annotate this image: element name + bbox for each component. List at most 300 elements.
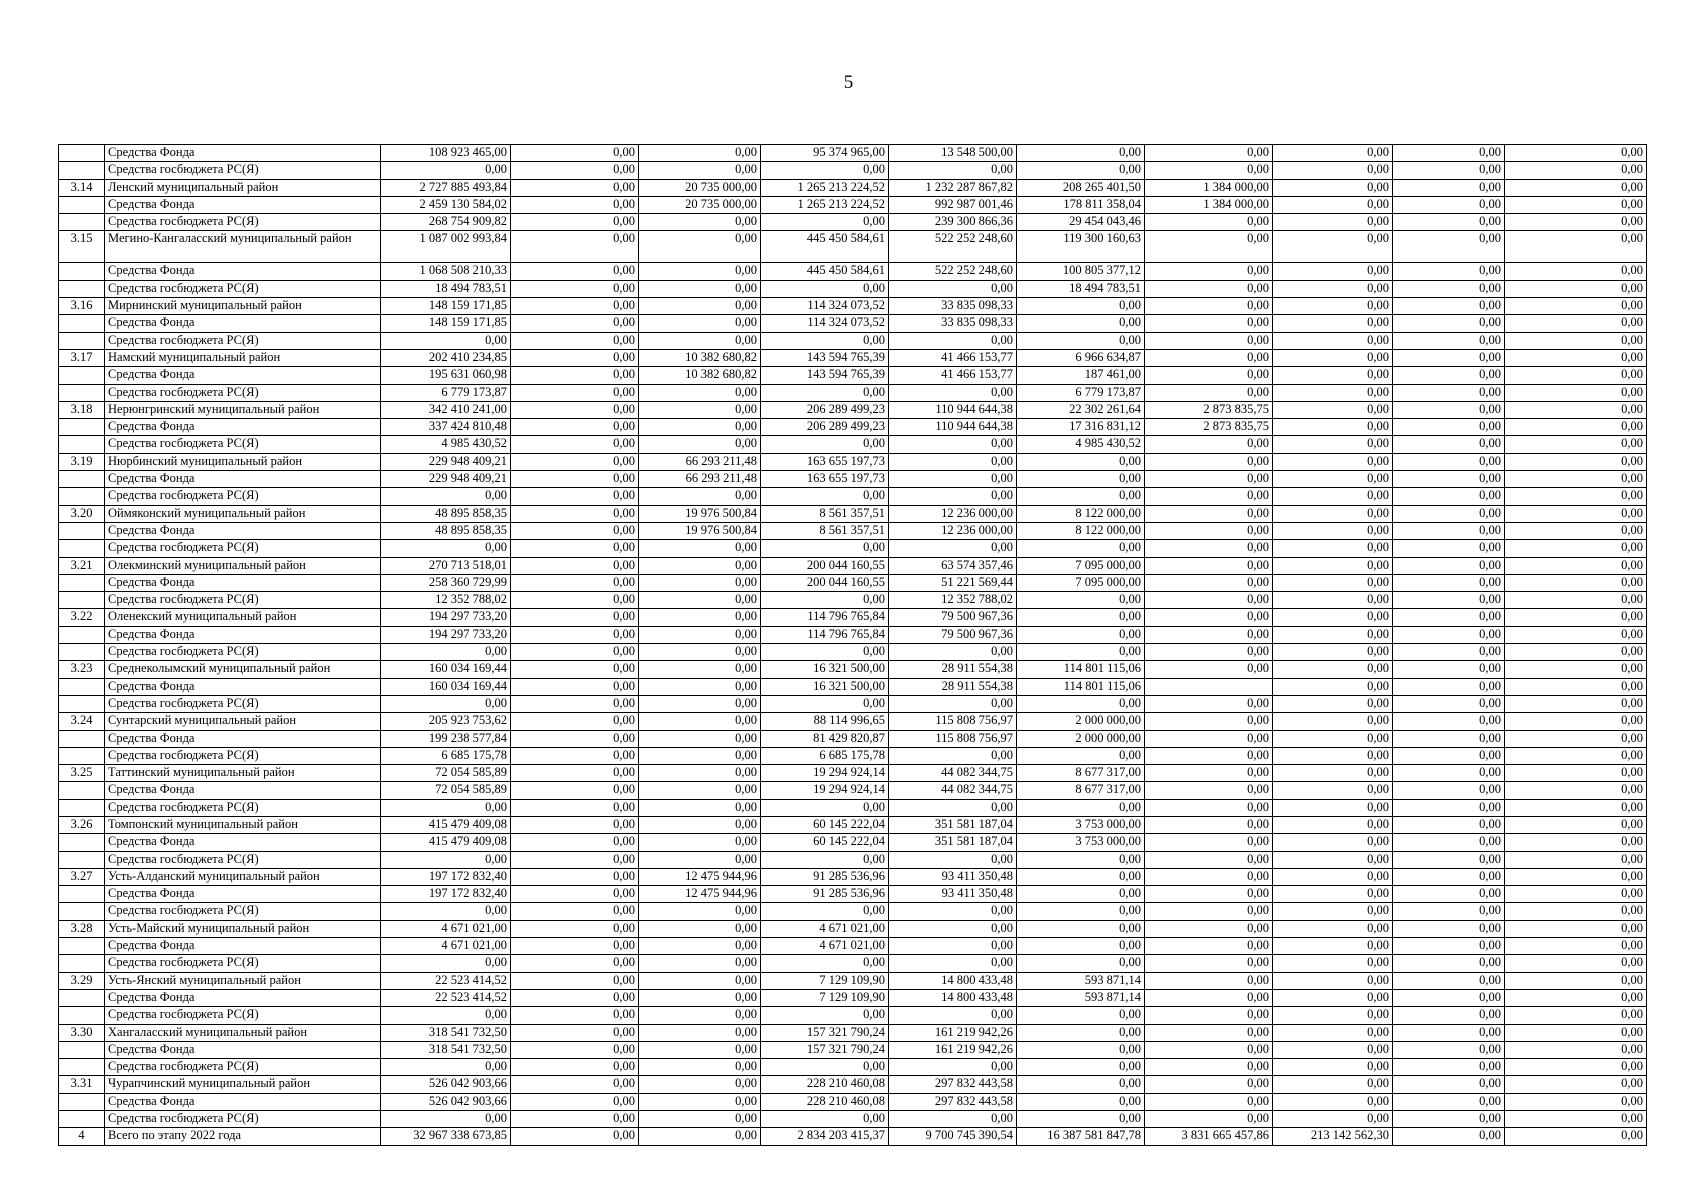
value-cell: 19 976 500,84: [639, 522, 761, 539]
value-cell: 91 285 536,96: [761, 868, 889, 885]
value-cell: 0,00: [511, 782, 639, 799]
table-row: [59, 540, 1647, 557]
row-name-cell: Средства госбюджета РС(Я): [105, 488, 381, 505]
value-cell: 351 581 187,04: [889, 816, 1017, 833]
row-number-cell: [59, 263, 105, 280]
row-number-cell: 3.24: [59, 713, 105, 730]
value-cell: 0,00: [1273, 145, 1393, 162]
value-cell: 0,00: [889, 695, 1017, 712]
table-row: [59, 765, 1647, 782]
value-cell: 0,00: [1505, 989, 1647, 1006]
value-cell: 0,00: [1393, 231, 1505, 263]
value-cell: 0,00: [1145, 747, 1273, 764]
value-cell: 0,00: [511, 834, 639, 851]
value-cell: 22 523 414,52: [381, 972, 511, 989]
row-name-cell: Средства Фонда: [105, 196, 381, 213]
value-cell: 0,00: [511, 436, 639, 453]
value-cell: 0,00: [1273, 196, 1393, 213]
row-name-cell: Средства госбюджета РС(Я): [105, 799, 381, 816]
value-cell: 0,00: [639, 695, 761, 712]
value-cell: 0,00: [639, 263, 761, 280]
value-cell: 1 068 508 210,33: [381, 263, 511, 280]
value-cell: 0,00: [511, 695, 639, 712]
value-cell: 0,00: [511, 1024, 639, 1041]
value-cell: 0,00: [1145, 799, 1273, 816]
value-cell: 0,00: [511, 471, 639, 488]
page-number: 5: [843, 72, 854, 93]
value-cell: 0,00: [1145, 886, 1273, 903]
table-row: [59, 989, 1647, 1006]
value-cell: 81 429 820,87: [761, 730, 889, 747]
value-cell: 0,00: [511, 886, 639, 903]
value-cell: 0,00: [1273, 574, 1393, 591]
row-number-cell: [59, 747, 105, 764]
row-number-cell: 3.21: [59, 557, 105, 574]
value-cell: 0,00: [381, 1111, 511, 1128]
value-cell: 60 145 222,04: [761, 834, 889, 851]
row-name-cell: Средства госбюджета РС(Я): [105, 1111, 381, 1128]
value-cell: 0,00: [1393, 349, 1505, 366]
value-cell: 0,00: [1393, 1076, 1505, 1093]
table-row: [59, 661, 1647, 678]
value-cell: 200 044 160,55: [761, 574, 889, 591]
table-row: [59, 713, 1647, 730]
value-cell: 0,00: [1145, 972, 1273, 989]
table-row: [59, 349, 1647, 366]
value-cell: 0,00: [511, 747, 639, 764]
value-cell: 0,00: [1145, 609, 1273, 626]
value-cell: [1145, 678, 1273, 695]
value-cell: 0,00: [1505, 419, 1647, 436]
value-cell: 0,00: [511, 231, 639, 263]
value-cell: 0,00: [1393, 505, 1505, 522]
row-name-cell: Средства госбюджета РС(Я): [105, 540, 381, 557]
value-cell: 0,00: [639, 730, 761, 747]
row-number-cell: 3.26: [59, 816, 105, 833]
value-cell: 0,00: [639, 955, 761, 972]
row-number-cell: [59, 782, 105, 799]
value-cell: 0,00: [1273, 609, 1393, 626]
value-cell: 0,00: [1393, 367, 1505, 384]
row-name-cell: Усть-Майский муниципальный район: [105, 920, 381, 937]
value-cell: 0,00: [889, 540, 1017, 557]
table-row: [59, 886, 1647, 903]
table-row: [59, 263, 1647, 280]
value-cell: 0,00: [639, 938, 761, 955]
value-cell: 0,00: [511, 263, 639, 280]
value-cell: 1 265 213 224,52: [761, 179, 889, 196]
row-name-cell: Намский муниципальный район: [105, 349, 381, 366]
table-row: [59, 488, 1647, 505]
value-cell: 0,00: [639, 1076, 761, 1093]
value-cell: 445 450 584,61: [761, 263, 889, 280]
value-cell: 0,00: [511, 522, 639, 539]
value-cell: 0,00: [889, 799, 1017, 816]
row-name-cell: Средства Фонда: [105, 989, 381, 1006]
value-cell: 0,00: [1505, 644, 1647, 661]
value-cell: 0,00: [511, 557, 639, 574]
value-cell: 0,00: [1393, 419, 1505, 436]
value-cell: 0,00: [761, 332, 889, 349]
value-cell: 0,00: [1145, 626, 1273, 643]
value-cell: 1 384 000,00: [1145, 196, 1273, 213]
value-cell: 0,00: [1393, 592, 1505, 609]
value-cell: 0,00: [1505, 231, 1647, 263]
table-row: [59, 471, 1647, 488]
value-cell: 0,00: [1393, 263, 1505, 280]
value-cell: 0,00: [1273, 972, 1393, 989]
value-cell: 0,00: [1145, 1076, 1273, 1093]
value-cell: 0,00: [511, 1059, 639, 1076]
value-cell: 14 800 433,48: [889, 989, 1017, 1006]
value-cell: 0,00: [889, 332, 1017, 349]
row-name-cell: Усть-Алданский муниципальный район: [105, 868, 381, 885]
value-cell: 0,00: [639, 401, 761, 418]
value-cell: 0,00: [511, 1111, 639, 1128]
row-number-cell: 3.19: [59, 453, 105, 470]
row-number-cell: [59, 214, 105, 231]
value-cell: 0,00: [761, 851, 889, 868]
value-cell: 0,00: [511, 678, 639, 695]
value-cell: 0,00: [639, 1093, 761, 1110]
value-cell: 0,00: [1145, 367, 1273, 384]
value-cell: 0,00: [1017, 1111, 1145, 1128]
budget-table: [58, 144, 1647, 1146]
value-cell: 0,00: [381, 488, 511, 505]
row-number-cell: [59, 903, 105, 920]
value-cell: 0,00: [1393, 1128, 1505, 1145]
value-cell: 14 800 433,48: [889, 972, 1017, 989]
value-cell: 0,00: [381, 955, 511, 972]
value-cell: 0,00: [1273, 540, 1393, 557]
value-cell: 0,00: [511, 145, 639, 162]
value-cell: 0,00: [1505, 1007, 1647, 1024]
value-cell: 0,00: [1505, 695, 1647, 712]
value-cell: 0,00: [1505, 1076, 1647, 1093]
value-cell: 0,00: [1505, 471, 1647, 488]
value-cell: 0,00: [1273, 231, 1393, 263]
value-cell: 0,00: [1505, 747, 1647, 764]
value-cell: 0,00: [1505, 1093, 1647, 1110]
value-cell: 0,00: [1273, 1024, 1393, 1041]
value-cell: 0,00: [381, 851, 511, 868]
row-name-cell: Средства Фонда: [105, 574, 381, 591]
value-cell: 0,00: [1505, 453, 1647, 470]
value-cell: 0,00: [761, 644, 889, 661]
value-cell: 0,00: [1505, 298, 1647, 315]
value-cell: 0,00: [1145, 713, 1273, 730]
value-cell: 0,00: [761, 903, 889, 920]
value-cell: 0,00: [1393, 574, 1505, 591]
value-cell: 0,00: [761, 695, 889, 712]
value-cell: 0,00: [1017, 938, 1145, 955]
table-row: [59, 419, 1647, 436]
row-name-cell: Среднеколымский муниципальный район: [105, 661, 381, 678]
value-cell: 0,00: [639, 280, 761, 297]
value-cell: 2 873 835,75: [1145, 419, 1273, 436]
value-cell: 194 297 733,20: [381, 626, 511, 643]
value-cell: 0,00: [639, 419, 761, 436]
value-cell: 0,00: [1505, 196, 1647, 213]
value-cell: 0,00: [639, 1041, 761, 1058]
value-cell: 0,00: [1017, 145, 1145, 162]
value-cell: 0,00: [1393, 540, 1505, 557]
value-cell: 3 753 000,00: [1017, 834, 1145, 851]
value-cell: 0,00: [1273, 162, 1393, 179]
value-cell: 318 541 732,50: [381, 1024, 511, 1041]
value-cell: 115 808 756,97: [889, 730, 1017, 747]
value-cell: 0,00: [1145, 955, 1273, 972]
table-row: [59, 609, 1647, 626]
value-cell: 16 387 581 847,78: [1017, 1128, 1145, 1145]
value-cell: 0,00: [1505, 592, 1647, 609]
value-cell: 0,00: [1393, 1024, 1505, 1041]
value-cell: 0,00: [1505, 799, 1647, 816]
value-cell: 0,00: [1393, 1041, 1505, 1058]
value-cell: 110 944 644,38: [889, 401, 1017, 418]
value-cell: 0,00: [1505, 1024, 1647, 1041]
value-cell: 0,00: [1017, 747, 1145, 764]
value-cell: 0,00: [1273, 488, 1393, 505]
row-number-cell: [59, 367, 105, 384]
value-cell: 0,00: [889, 1111, 1017, 1128]
value-cell: 0,00: [1393, 938, 1505, 955]
value-cell: 114 796 765,84: [761, 626, 889, 643]
value-cell: 13 548 500,00: [889, 145, 1017, 162]
value-cell: 4 985 430,52: [1017, 436, 1145, 453]
row-number-cell: 3.31: [59, 1076, 105, 1093]
value-cell: 0,00: [511, 196, 639, 213]
value-cell: 199 238 577,84: [381, 730, 511, 747]
value-cell: 351 581 187,04: [889, 834, 1017, 851]
value-cell: 0,00: [1273, 851, 1393, 868]
row-number-cell: [59, 1111, 105, 1128]
value-cell: 0,00: [1393, 179, 1505, 196]
value-cell: 16 321 500,00: [761, 678, 889, 695]
value-cell: 0,00: [639, 799, 761, 816]
value-cell: 187 461,00: [1017, 367, 1145, 384]
value-cell: 0,00: [639, 989, 761, 1006]
value-cell: 0,00: [1145, 695, 1273, 712]
value-cell: 41 466 153,77: [889, 367, 1017, 384]
table-row: [59, 298, 1647, 315]
row-number-cell: [59, 1041, 105, 1058]
value-cell: 4 671 021,00: [381, 938, 511, 955]
value-cell: 0,00: [511, 730, 639, 747]
value-cell: 228 210 460,08: [761, 1093, 889, 1110]
value-cell: 0,00: [1145, 332, 1273, 349]
value-cell: 0,00: [1145, 1093, 1273, 1110]
value-cell: 0,00: [1273, 298, 1393, 315]
value-cell: 0,00: [1273, 1093, 1393, 1110]
value-cell: 0,00: [1273, 816, 1393, 833]
value-cell: 0,00: [1393, 453, 1505, 470]
table-row: [59, 436, 1647, 453]
value-cell: 0,00: [1273, 522, 1393, 539]
row-name-cell: Средства Фонда: [105, 678, 381, 695]
value-cell: 0,00: [381, 162, 511, 179]
value-cell: 0,00: [1017, 298, 1145, 315]
value-cell: 297 832 443,58: [889, 1076, 1017, 1093]
table-row: [59, 816, 1647, 833]
value-cell: 593 871,14: [1017, 989, 1145, 1006]
value-cell: 0,00: [889, 453, 1017, 470]
row-number-cell: 3.16: [59, 298, 105, 315]
row-number-cell: 3.14: [59, 179, 105, 196]
value-cell: 143 594 765,39: [761, 349, 889, 366]
value-cell: 0,00: [1505, 401, 1647, 418]
value-cell: 0,00: [1505, 1041, 1647, 1058]
value-cell: 0,00: [1393, 1093, 1505, 1110]
table-row: [59, 505, 1647, 522]
value-cell: 0,00: [511, 609, 639, 626]
value-cell: 0,00: [639, 816, 761, 833]
value-cell: 4 671 021,00: [761, 938, 889, 955]
value-cell: 0,00: [1145, 834, 1273, 851]
table-row: [59, 730, 1647, 747]
value-cell: 318 541 732,50: [381, 1041, 511, 1058]
row-name-cell: Средства Фонда: [105, 938, 381, 955]
table-row: [59, 401, 1647, 418]
value-cell: 0,00: [761, 1007, 889, 1024]
value-cell: 6 779 173,87: [1017, 384, 1145, 401]
table-row: [59, 453, 1647, 470]
value-cell: 8 677 317,00: [1017, 782, 1145, 799]
value-cell: 0,00: [1505, 938, 1647, 955]
value-cell: 0,00: [1145, 280, 1273, 297]
row-name-cell: Нюрбинский муниципальный район: [105, 453, 381, 470]
value-cell: 0,00: [1273, 868, 1393, 885]
row-number-cell: 3.18: [59, 401, 105, 418]
value-cell: 4 671 021,00: [761, 920, 889, 937]
value-cell: 157 321 790,24: [761, 1024, 889, 1041]
value-cell: 0,00: [1017, 540, 1145, 557]
value-cell: 12 475 944,96: [639, 868, 761, 885]
value-cell: 10 382 680,82: [639, 367, 761, 384]
table-row: [59, 938, 1647, 955]
value-cell: 0,00: [639, 747, 761, 764]
row-name-cell: Средства Фонда: [105, 263, 381, 280]
value-cell: 0,00: [1017, 315, 1145, 332]
value-cell: 268 754 909,82: [381, 214, 511, 231]
value-cell: 0,00: [511, 1041, 639, 1058]
value-cell: 0,00: [511, 644, 639, 661]
value-cell: 0,00: [511, 488, 639, 505]
value-cell: 0,00: [1273, 834, 1393, 851]
value-cell: 3 753 000,00: [1017, 816, 1145, 833]
value-cell: 0,00: [1505, 816, 1647, 833]
value-cell: 18 494 783,51: [381, 280, 511, 297]
value-cell: 229 948 409,21: [381, 471, 511, 488]
value-cell: 205 923 753,62: [381, 713, 511, 730]
table-row: [59, 1059, 1647, 1076]
value-cell: 6 685 175,78: [761, 747, 889, 764]
value-cell: 60 145 222,04: [761, 816, 889, 833]
value-cell: 0,00: [1145, 765, 1273, 782]
value-cell: 213 142 562,30: [1273, 1128, 1393, 1145]
value-cell: 0,00: [639, 834, 761, 851]
value-cell: 415 479 409,08: [381, 816, 511, 833]
row-name-cell: Средства Фонда: [105, 886, 381, 903]
value-cell: 0,00: [639, 298, 761, 315]
value-cell: 0,00: [1145, 1111, 1273, 1128]
value-cell: 100 805 377,12: [1017, 263, 1145, 280]
value-cell: 108 923 465,00: [381, 145, 511, 162]
value-cell: 163 655 197,73: [761, 471, 889, 488]
table-row: [59, 626, 1647, 643]
value-cell: 91 285 536,96: [761, 886, 889, 903]
value-cell: 0,00: [1505, 678, 1647, 695]
value-cell: 7 095 000,00: [1017, 557, 1145, 574]
table-row: [59, 196, 1647, 213]
value-cell: 0,00: [889, 903, 1017, 920]
value-cell: 0,00: [1393, 903, 1505, 920]
value-cell: 28 911 554,38: [889, 661, 1017, 678]
table-row: [59, 782, 1647, 799]
value-cell: 44 082 344,75: [889, 782, 1017, 799]
value-cell: 161 219 942,26: [889, 1041, 1017, 1058]
row-name-cell: Средства госбюджета РС(Я): [105, 332, 381, 349]
value-cell: 0,00: [1017, 851, 1145, 868]
value-cell: 0,00: [1145, 868, 1273, 885]
row-name-cell: Оймяконский муниципальный район: [105, 505, 381, 522]
value-cell: 0,00: [1393, 401, 1505, 418]
value-cell: 0,00: [1145, 592, 1273, 609]
value-cell: 0,00: [889, 747, 1017, 764]
value-cell: 0,00: [381, 1007, 511, 1024]
row-number-cell: [59, 730, 105, 747]
table-row: [59, 280, 1647, 297]
value-cell: 114 796 765,84: [761, 609, 889, 626]
value-cell: 48 895 858,35: [381, 522, 511, 539]
value-cell: 0,00: [1393, 1111, 1505, 1128]
value-cell: 258 360 729,99: [381, 574, 511, 591]
value-cell: 7 129 109,90: [761, 972, 889, 989]
value-cell: 33 835 098,33: [889, 298, 1017, 315]
value-cell: 0,00: [639, 609, 761, 626]
table-row: [59, 920, 1647, 937]
table-row: [59, 1076, 1647, 1093]
row-number-cell: 3.29: [59, 972, 105, 989]
value-cell: 88 114 996,65: [761, 713, 889, 730]
value-cell: 0,00: [1017, 626, 1145, 643]
value-cell: 0,00: [889, 488, 1017, 505]
table-row: [59, 592, 1647, 609]
value-cell: 0,00: [1393, 816, 1505, 833]
value-cell: 72 054 585,89: [381, 765, 511, 782]
value-cell: 0,00: [1273, 367, 1393, 384]
value-cell: 157 321 790,24: [761, 1041, 889, 1058]
value-cell: 208 265 401,50: [1017, 179, 1145, 196]
value-cell: 0,00: [1017, 1007, 1145, 1024]
row-number-cell: [59, 1007, 105, 1024]
value-cell: 0,00: [639, 678, 761, 695]
value-cell: 0,00: [761, 540, 889, 557]
value-cell: 195 631 060,98: [381, 367, 511, 384]
value-cell: 0,00: [1273, 747, 1393, 764]
value-cell: 0,00: [511, 799, 639, 816]
value-cell: 0,00: [511, 1007, 639, 1024]
value-cell: 0,00: [639, 903, 761, 920]
value-cell: 0,00: [1393, 626, 1505, 643]
value-cell: 0,00: [511, 816, 639, 833]
value-cell: 0,00: [1145, 522, 1273, 539]
value-cell: 0,00: [1145, 488, 1273, 505]
value-cell: 0,00: [1393, 1007, 1505, 1024]
value-cell: 0,00: [1393, 522, 1505, 539]
value-cell: 16 321 500,00: [761, 661, 889, 678]
value-cell: 1 087 002 993,84: [381, 231, 511, 263]
